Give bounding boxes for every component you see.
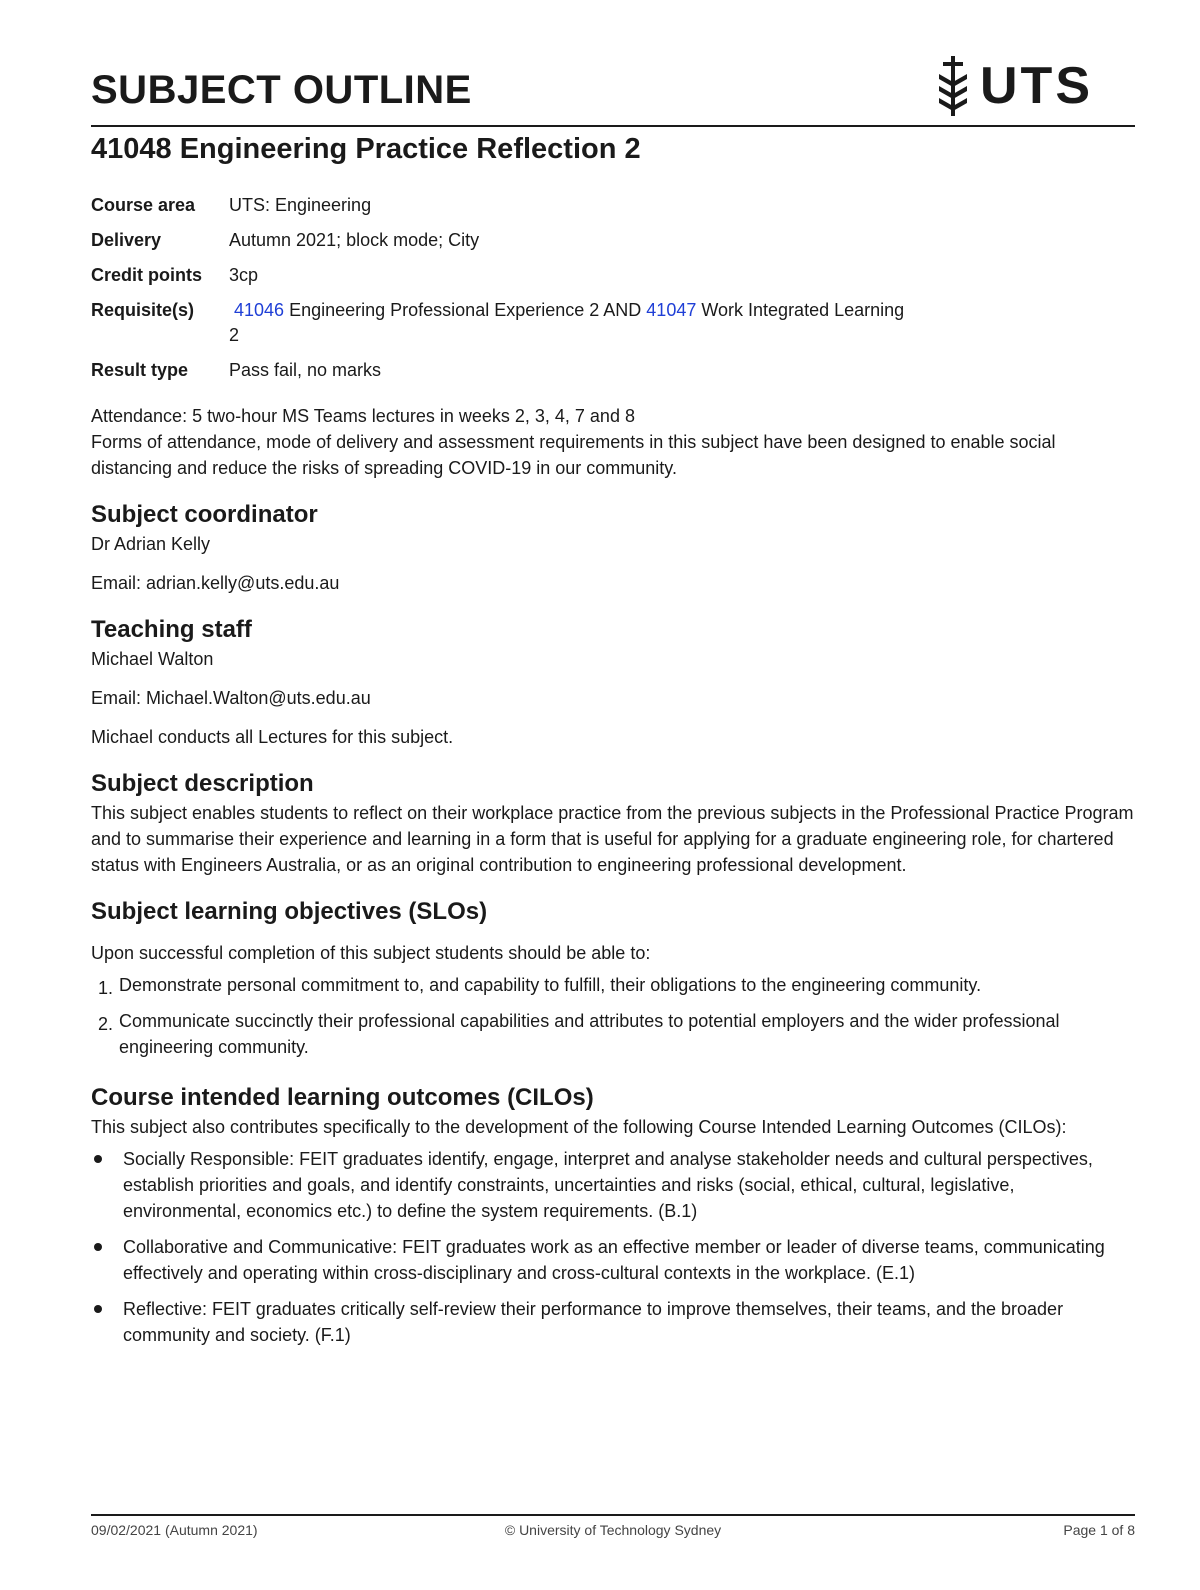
cilo-section — [91, 1082, 1135, 1348]
bullet-icon — [94, 1305, 102, 1313]
footer-copyright: © University of Technology Sydney — [504, 1522, 722, 1538]
meta-value: Autumn 2021; block mode; City — [229, 230, 480, 250]
cilo-intro: This subject also contributes specifically to the development of the following Course Intended Learning Outcomes (CILOs): — [91, 1117, 1067, 1137]
meta-label: Delivery — [91, 230, 162, 250]
list-item — [91, 1008, 1135, 1060]
meta-label: Requisite(s) — [91, 300, 195, 320]
list-number: 1. — [98, 978, 114, 998]
meta-row-requisites — [91, 298, 909, 358]
uts-crest-icon — [936, 56, 970, 116]
teacher-email: Email: Michael.Walton@uts.edu.au — [91, 688, 371, 708]
coordinator-name: Dr Adrian Kelly — [91, 534, 211, 554]
list-number: 2. — [98, 1014, 114, 1034]
list-text: Collaborative and Communicative: FEIT graduates work as an effective member or leader of diverse teams, communicating effectively and operating within cross-disciplinary and cross-cultural contexts in the workplace. (E.1) — [123, 1237, 1105, 1283]
section-heading: Course intended learning outcomes (CILOs) — [91, 1084, 594, 1111]
meta-row-result-type — [91, 358, 909, 393]
teacher-note: Michael conducts all Lectures for this subject. — [91, 727, 454, 747]
meta-label: Credit points — [91, 265, 202, 285]
attendance-note: Forms of attendance, mode of delivery and assessment requirements in this subject have been designed to enable social distancing and reduce the risks of spreading COVID-19 in our community. — [91, 432, 1056, 478]
uts-logo — [936, 50, 1093, 122]
page-footer — [91, 1514, 1135, 1538]
subject-title: 41048 Engineering Practice Reflection 2 — [91, 133, 641, 165]
meta-value: 3cp — [229, 265, 259, 285]
description-section — [91, 768, 1135, 878]
footer-date: 09/02/2021 (Autumn 2021) — [91, 1522, 258, 1538]
bullet-icon — [94, 1155, 102, 1163]
slo-list — [91, 972, 1135, 1060]
list-item — [91, 1234, 1135, 1286]
meta-value: Pass fail, no marks — [229, 360, 382, 380]
list-item — [91, 1146, 1135, 1224]
subject-meta-table — [91, 193, 909, 393]
meta-row-course-area — [91, 193, 909, 228]
requisite-text: Work Integrated Learning 2 — [229, 300, 905, 345]
section-heading: Subject description — [91, 770, 314, 797]
slo-intro: Upon successful completion of this subject students should be able to: — [91, 943, 651, 963]
slo-section — [91, 896, 1135, 1060]
meta-value: UTS: Engineering — [229, 195, 372, 215]
list-text: Socially Responsible: FEIT graduates identify, engage, interpret and analyse stakeholder needs and cultural perspectives, establish priorities and goals, and identify constraints, uncertainties and risks (social, ethical, cultural, legislative, environmental, economics etc.) to define the system requirements. (B.1) — [123, 1149, 1093, 1221]
meta-label: Result type — [91, 360, 189, 380]
section-heading: Subject coordinator — [91, 501, 318, 528]
teacher-name: Michael Walton — [91, 649, 214, 669]
logo-wordmark: UTS — [980, 57, 1093, 115]
list-item — [91, 972, 1135, 998]
footer-page-number: Page 1 of 8 — [1063, 1522, 1135, 1538]
section-heading: Teaching staff — [91, 616, 252, 643]
meta-value — [229, 298, 909, 358]
list-item — [91, 1296, 1135, 1348]
cilo-list — [91, 1146, 1135, 1348]
list-text: Communicate succinctly their professional capabilities and attributes to potential employers and the wider professional engineering community. — [119, 1011, 1060, 1057]
document-title: SUBJECT OUTLINE — [91, 68, 472, 112]
teaching-staff-section — [91, 614, 1135, 750]
attendance-block — [91, 403, 1135, 481]
meta-row-credit-points — [91, 263, 909, 298]
list-text: Reflective: FEIT graduates critically self-review their performance to improve themselves, their teams, and the broader community and society. (F.1) — [123, 1299, 1064, 1345]
requisite-link-41046[interactable]: 41046 — [234, 300, 285, 320]
meta-label: Course area — [91, 195, 196, 215]
list-text: Demonstrate personal commitment to, and capability to fulfill, their obligations to the engineering community. — [119, 975, 982, 995]
meta-row-delivery — [91, 228, 909, 263]
document-page — [91, 0, 1135, 1358]
coordinator-section — [91, 499, 1135, 596]
section-heading: Subject learning objectives (SLOs) — [91, 898, 488, 925]
requisite-link-41047[interactable]: 41047 — [646, 300, 697, 320]
description-text: This subject enables students to reflect on their workplace practice from the previous subjects in the Professional Practice Program and to summarise their experience and learning in a form that is useful for applying for a graduate engineering role, for chartered status with Engineers Australia, or as an original contribution to engineering professional development. — [91, 803, 1134, 875]
page-header — [91, 0, 1135, 127]
bullet-icon — [94, 1243, 102, 1251]
requisite-text: Engineering Professional Experience 2 AND — [284, 300, 647, 320]
attendance-line: Attendance: 5 two-hour MS Teams lectures in weeks 2, 3, 4, 7 and 8 — [91, 406, 635, 426]
coordinator-email: Email: adrian.kelly@uts.edu.au — [91, 573, 340, 593]
